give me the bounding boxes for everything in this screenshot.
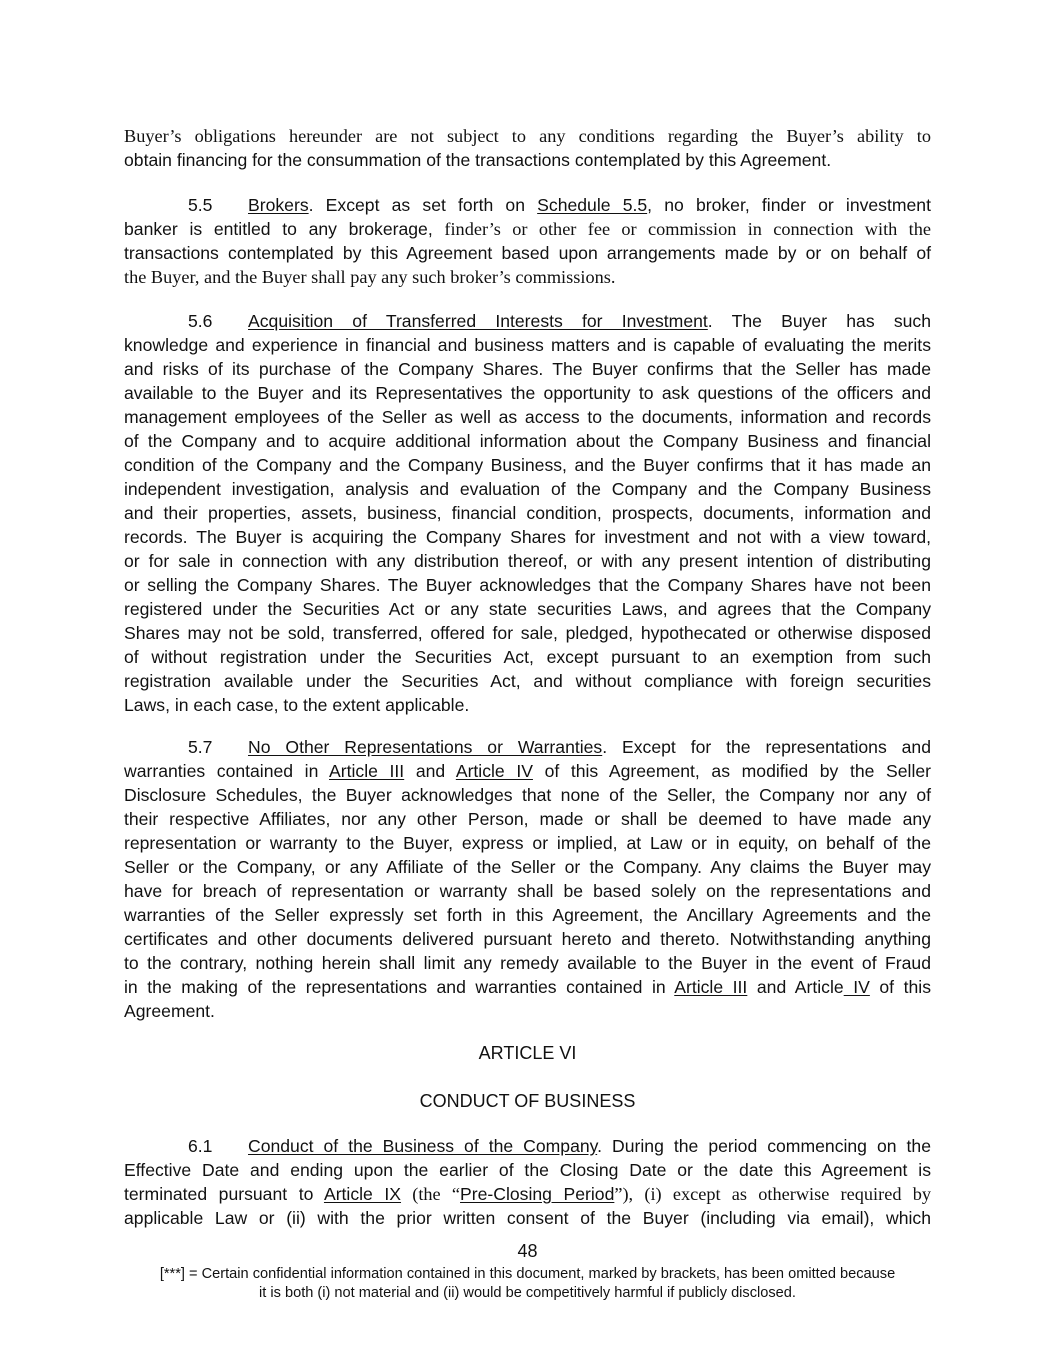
article-iv-link[interactable]: IV [843, 977, 870, 997]
section-5-5-line-2 [124, 217, 931, 241]
section-6-1-text: . During the period commencing on the [597, 1136, 931, 1156]
section-5-5-line-4: the Buyer, and the Buyer shall pay any such broker’s commissions. [124, 267, 616, 287]
article-subtitle: CONDUCT OF BUSINESS [419, 1091, 636, 1111]
section-5-5-line-3: transactions contemplated by this Agreement based upon arrangements made by or on behalf of [124, 243, 931, 263]
section-5-5-heading: Brokers [248, 195, 309, 215]
section-5-6-line: of the Company and to acquire additional information about the Company Business and financial [124, 431, 931, 451]
article-iii-link[interactable]: Article III [674, 977, 748, 997]
page-number: 48 [517, 1241, 538, 1261]
section-6-1-line-1 [188, 1134, 931, 1158]
article-iii-link[interactable]: Article III [329, 761, 405, 781]
section-5-7-number: 5.7 [188, 737, 213, 757]
section-5-6-line: Shares may not be sold, transferred, offered for sale, pledged, hypothecated or otherwise disposed [124, 623, 931, 643]
section-5-7-line: Disclosure Schedules, the Buyer acknowledges that none of the Seller, the Company nor any of [124, 785, 931, 805]
section-5-5-text: banker is entitled to any brokerage, [124, 219, 445, 239]
section-5-6-line: registration available under the Securities Act, and without compliance with foreign securities [124, 671, 931, 691]
section-5-6-line: or for sale in connection with any distribution thereof, or with any present intention of distributing [124, 551, 931, 571]
section-5-5-number: 5.5 [188, 195, 213, 215]
section-5-6-number: 5.6 [188, 311, 213, 331]
section-5-7-line: have for breach of representation or warranty shall be based solely on the representations and [124, 881, 931, 901]
section-5-7-text: in the making of the representations and warranties contained in [124, 977, 675, 997]
section-5-7-line: their respective Affiliates, nor any other Person, made or shall be deemed to have made any [124, 809, 931, 829]
section-5-7-text: of this [869, 977, 931, 997]
section-5-7-line: warranties of the Seller expressly set forth in this Agreement, the Ancillary Agreements and the [124, 905, 931, 925]
section-5-6-line: independent investigation, analysis and evaluation of the Company and the Company Business [124, 479, 931, 499]
section-5-6-line: registered under the Securities Act or any state securities Laws, and agrees that the Company [124, 599, 931, 619]
section-5-7-heading: No Other Representations or Warranties [248, 737, 603, 757]
section-5-5-text: . Except as set forth on [308, 195, 538, 215]
section-6-1-number: 6.1 [188, 1136, 213, 1156]
section-5-7-text: and Article [747, 977, 844, 997]
article-iv-link[interactable]: Article IV [455, 761, 533, 781]
section-6-1-line-4: applicable Law or (ii) with the prior written consent of the Buyer (including via email), which [124, 1208, 931, 1228]
section-6-1-text: (the “ [401, 1184, 461, 1204]
schedule-5-5-link[interactable]: Schedule 5.5 [537, 195, 648, 215]
section-5-7-line-2 [124, 759, 931, 783]
section-5-6-line: and their properties, assets, business, financial condition, prospects, documents, information and [124, 503, 931, 523]
section-5-7-text: warranties contained in [124, 761, 330, 781]
pre-closing-period-term: Pre-Closing Period [460, 1184, 615, 1204]
section-5-7-line: representation or warranty to the Buyer, express or implied, at Law or in equity, on behalf of the [124, 833, 931, 853]
article-ix-link[interactable]: Article IX [323, 1184, 402, 1204]
section-6-1-text: terminated pursuant to [124, 1184, 324, 1204]
article-title: ARTICLE VI [478, 1043, 577, 1063]
section-6-1-heading: Conduct of the Business of the Company [248, 1136, 598, 1156]
section-5-7-line-1 [188, 735, 931, 759]
section-6-1-text: ”), (i) except as otherwise required by [614, 1184, 931, 1204]
section-5-5-text: , no broker, finder or investment [647, 195, 931, 215]
section-5-6-line: and risks of its purchase of the Company Shares. The Buyer confirms that the Seller has made [124, 359, 931, 379]
confidentiality-note-line-2: it is both (i) not material and (ii) would be competitively harmful if publicly disclosed. [259, 1285, 796, 1301]
section-5-6-line: of without registration under the Securities Act, except pursuant to an exemption from such [124, 647, 931, 667]
section-5-5-line-1 [188, 193, 931, 217]
section-5-6-line: Laws, in each case, to the extent applicable. [124, 695, 470, 715]
section-5-7-text: . Except for the representations and [602, 737, 931, 757]
section-5-7-text: of this Agreement, as modified by the Seller [532, 761, 931, 781]
section-5-5-text: finder’s or other fee or commission in connection with the [444, 219, 931, 239]
section-5-6-line: management employees of the Seller as well as access to the documents, information and records [124, 407, 931, 427]
section-5-6-line: knowledge and experience in financial and business matters and is capable of evaluating the merits [124, 335, 931, 355]
section-5-7-line-11 [124, 975, 931, 999]
section-5-6-line: condition of the Company and the Company Business, and the Buyer confirms that it has made an [124, 455, 931, 475]
section-5-7-line: Seller or the Company, or any Affiliate of the Seller or the Company. Any claims the Buyer may [124, 857, 931, 877]
section-5-7-line: certificates and other documents delivered pursuant hereto and thereto. Notwithstanding anything [124, 929, 931, 949]
intro-line-2: obtain financing for the consummation of the transactions contemplated by this Agreement. [124, 150, 832, 170]
section-6-1-line-2: Effective Date and ending upon the earlier of the Closing Date or the date this Agreement is [124, 1160, 931, 1180]
section-5-6-heading: Acquisition of Transferred Interests for Investment [248, 311, 708, 331]
section-5-6-line: or selling the Company Shares. The Buyer acknowledges that the Company Shares have not been [124, 575, 931, 595]
section-5-6-text: . The Buyer has such [707, 311, 931, 331]
section-6-1-line-3 [124, 1182, 931, 1206]
confidentiality-note-line-1: [***] = Certain confidential information contained in this document, marked by brackets, has been omitted because [159, 1266, 896, 1282]
section-5-6-line-1 [188, 309, 931, 333]
section-5-7-line-12: Agreement. [124, 1001, 215, 1021]
intro-line-1: Buyer’s obligations hereunder are not subject to any conditions regarding the Buyer’s ability to [124, 126, 931, 146]
section-5-7-line: to the contrary, nothing herein shall limit any remedy available to the Buyer in the event of Fraud [124, 953, 931, 973]
section-5-6-line: available to the Buyer and its Representatives the opportunity to ask questions of the officers and [124, 383, 931, 403]
section-5-6-line: records. The Buyer is acquiring the Company Shares for investment and not with a view toward, [124, 527, 931, 547]
section-5-7-text: and [404, 761, 456, 781]
